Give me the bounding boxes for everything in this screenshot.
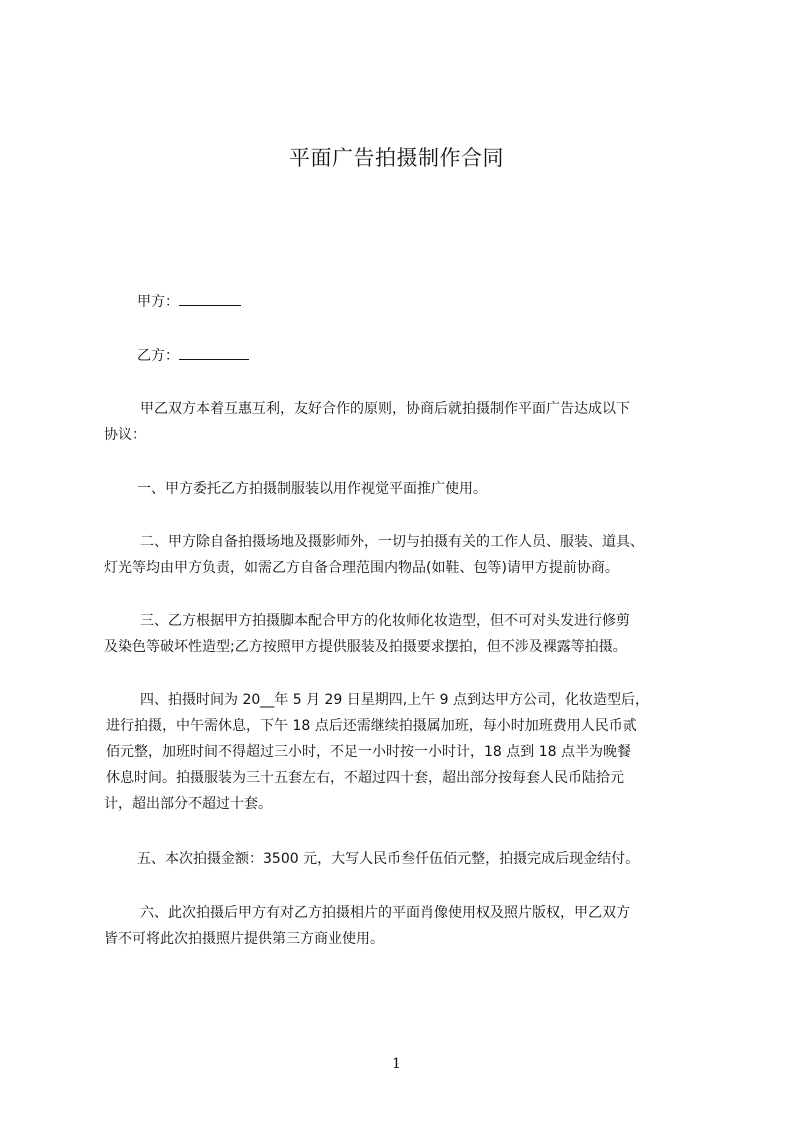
clause-line: 二、甲方除自备拍摄场地及摄影师外，一切与拍摄有关的工作人员、服装、道具、 bbox=[140, 534, 644, 550]
party-a-label: 甲方： bbox=[137, 294, 179, 310]
clause-5 bbox=[104, 846, 709, 872]
clause-line: 一、甲方委托乙方拍摄制服装以用作视觉平面推广使用。 bbox=[137, 481, 487, 497]
party-b-label: 乙方： bbox=[137, 348, 179, 364]
clause-2 bbox=[104, 529, 709, 581]
clause-line: 五、本次拍摄金额：3500 元，大写人民币叁仟伍佰元整，拍摄完成后现金结付。 bbox=[137, 851, 640, 867]
clause-line: 及染色等破坏性造型;乙方按照甲方提供服装及拍摄要求摆拍，但不涉及裸露等拍摄。 bbox=[104, 639, 627, 655]
party-a-line bbox=[137, 291, 241, 312]
clause-3 bbox=[104, 608, 709, 660]
intro-line: 协议： bbox=[104, 427, 146, 443]
clause-line: 佰元整，加班时间不得超过三小时，不足一小时按一小时计，18 点到 18 点半为晚餐 bbox=[106, 744, 631, 760]
clause-line: 三、乙方根据甲方拍摄脚本配合甲方的化妆师化妆造型，但不可对头发进行修剪 bbox=[140, 613, 630, 629]
clause-6 bbox=[104, 900, 709, 952]
intro-line: 甲乙双方本着互惠互利，友好合作的原则，协商后就拍摄制作平面广告达成以下 bbox=[140, 401, 630, 417]
clause-line: 计，超出部分不超过十套。 bbox=[104, 796, 272, 812]
intro-paragraph bbox=[104, 396, 709, 448]
clause-line: 休息时间。拍摄服装为三十五套左右，不超过四十套，超出部分按每套人民币陆拾元 bbox=[106, 770, 624, 786]
party-b-blank bbox=[179, 345, 249, 360]
clause-line: 四、拍摄时间为 20__年 5 月 29 日星期四,上午 9 点到达甲方公司，化妆造型后， bbox=[140, 692, 650, 708]
contract-title: 平面广告拍摄制作合同 bbox=[289, 146, 504, 170]
clause-line: 六、此次拍摄后甲方有对乙方拍摄相片的平面肖像使用权及照片版权，甲乙双方 bbox=[140, 905, 630, 921]
party-a-blank bbox=[179, 291, 241, 306]
page-number: 1 bbox=[392, 1056, 401, 1072]
party-b-line bbox=[137, 345, 249, 366]
clause-1 bbox=[104, 476, 709, 502]
clause-line: 皆不可将此次拍摄照片提供第三方商业使用。 bbox=[104, 931, 384, 947]
clause-line: 进行拍摄，中午需休息，下午 18 点后还需继续拍摄属加班，每小时加班费用人民币贰 bbox=[106, 718, 637, 734]
clause-line: 灯光等均由甲方负责，如需乙方自备合理范围内物品(如鞋、包等)请甲方提前协商。 bbox=[104, 560, 619, 576]
clause-4 bbox=[104, 687, 709, 817]
